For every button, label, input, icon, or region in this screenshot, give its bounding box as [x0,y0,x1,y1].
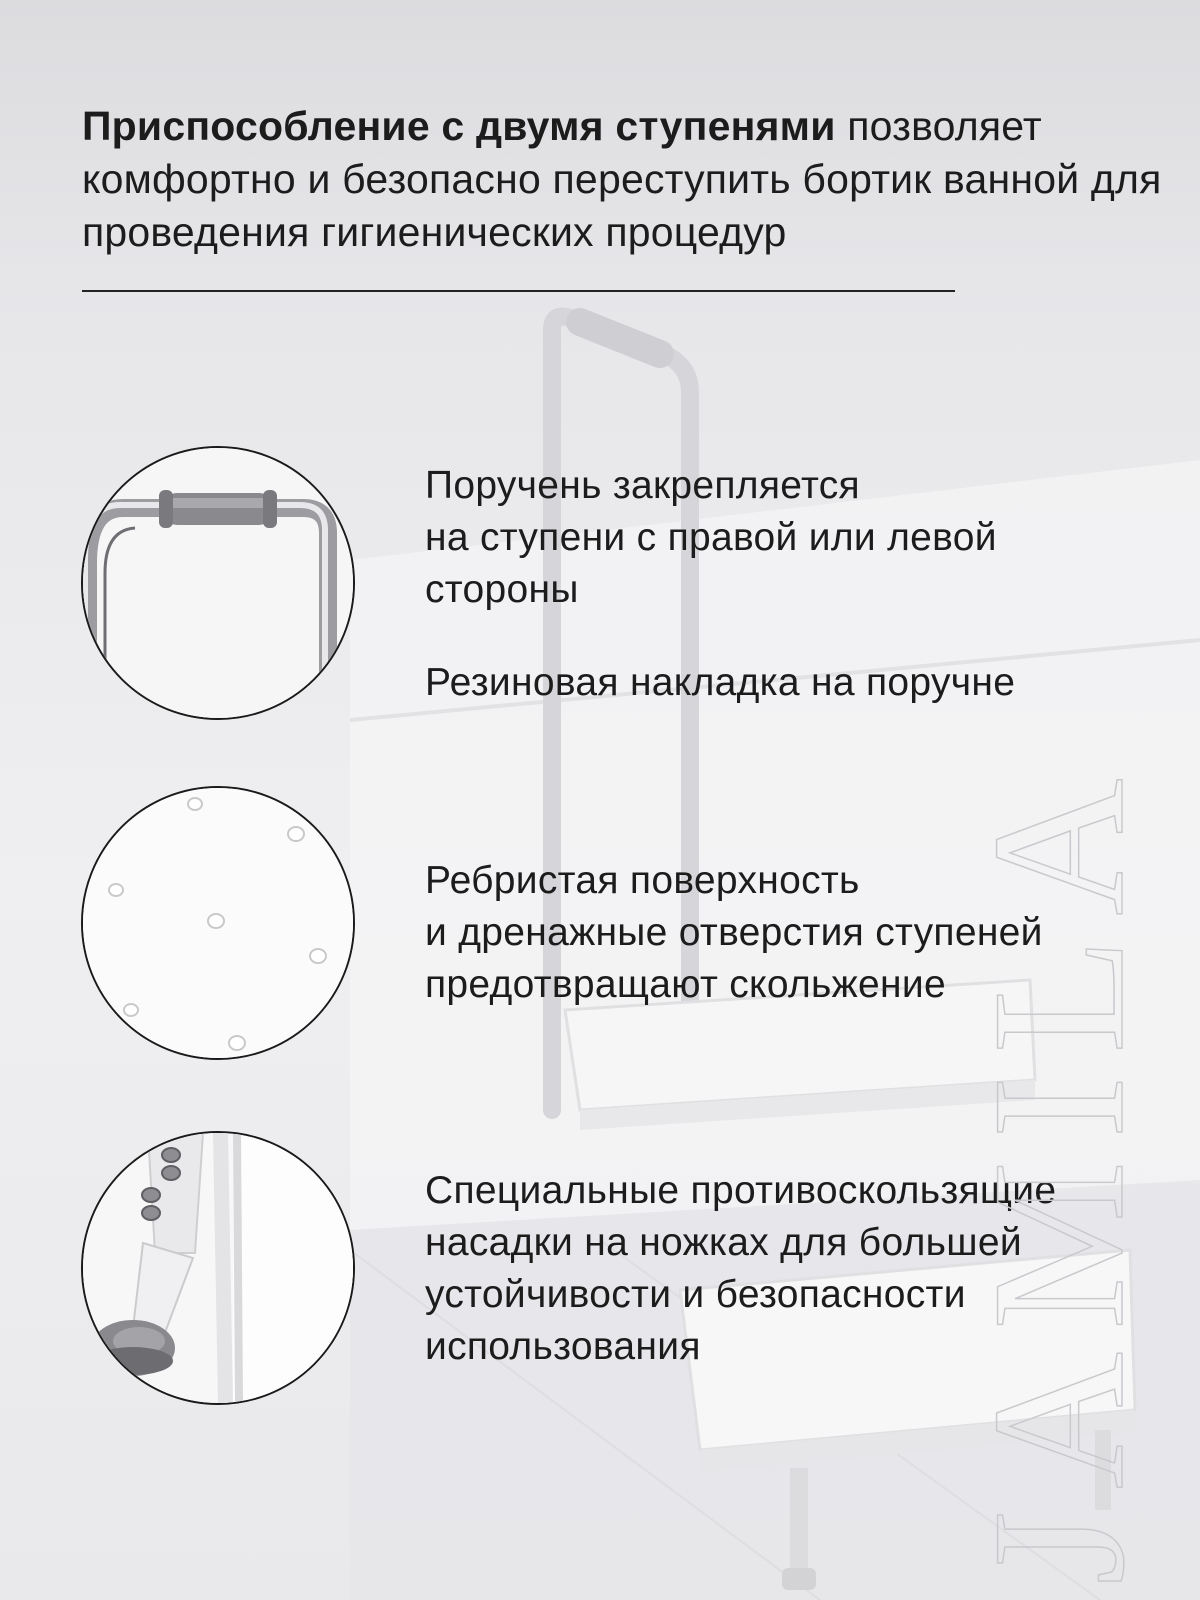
brand-watermark: JAMILA [954,756,1164,1585]
intro-description [82,100,1162,259]
feature-rubber-grip: Резиновая накладка на поручне [425,661,1016,704]
intro-bold: Приспособление с двумя ступенями [82,103,836,149]
leg-rubber-tip-image [81,1131,355,1405]
step-drain-holes-image [81,786,355,1060]
feature-ribbed-surface: Ребристая поверхность и дренажные отверстия ступеней предотвращают скольжение [425,859,1043,1006]
intro-rest: позволяет комфортно и безопасно переступить бортик ванной для проведения гигиенических процедур [82,103,1162,255]
divider [82,290,955,292]
feature-antislip-tips: Специальные противоскользящие насадки на ножках для большей устойчивости и безопасности использования [425,1169,1057,1368]
handrail-grip-image [81,446,355,720]
feature-handrail-mount: Поручень закрепляется на ступени с правой или левой стороны [425,464,997,611]
